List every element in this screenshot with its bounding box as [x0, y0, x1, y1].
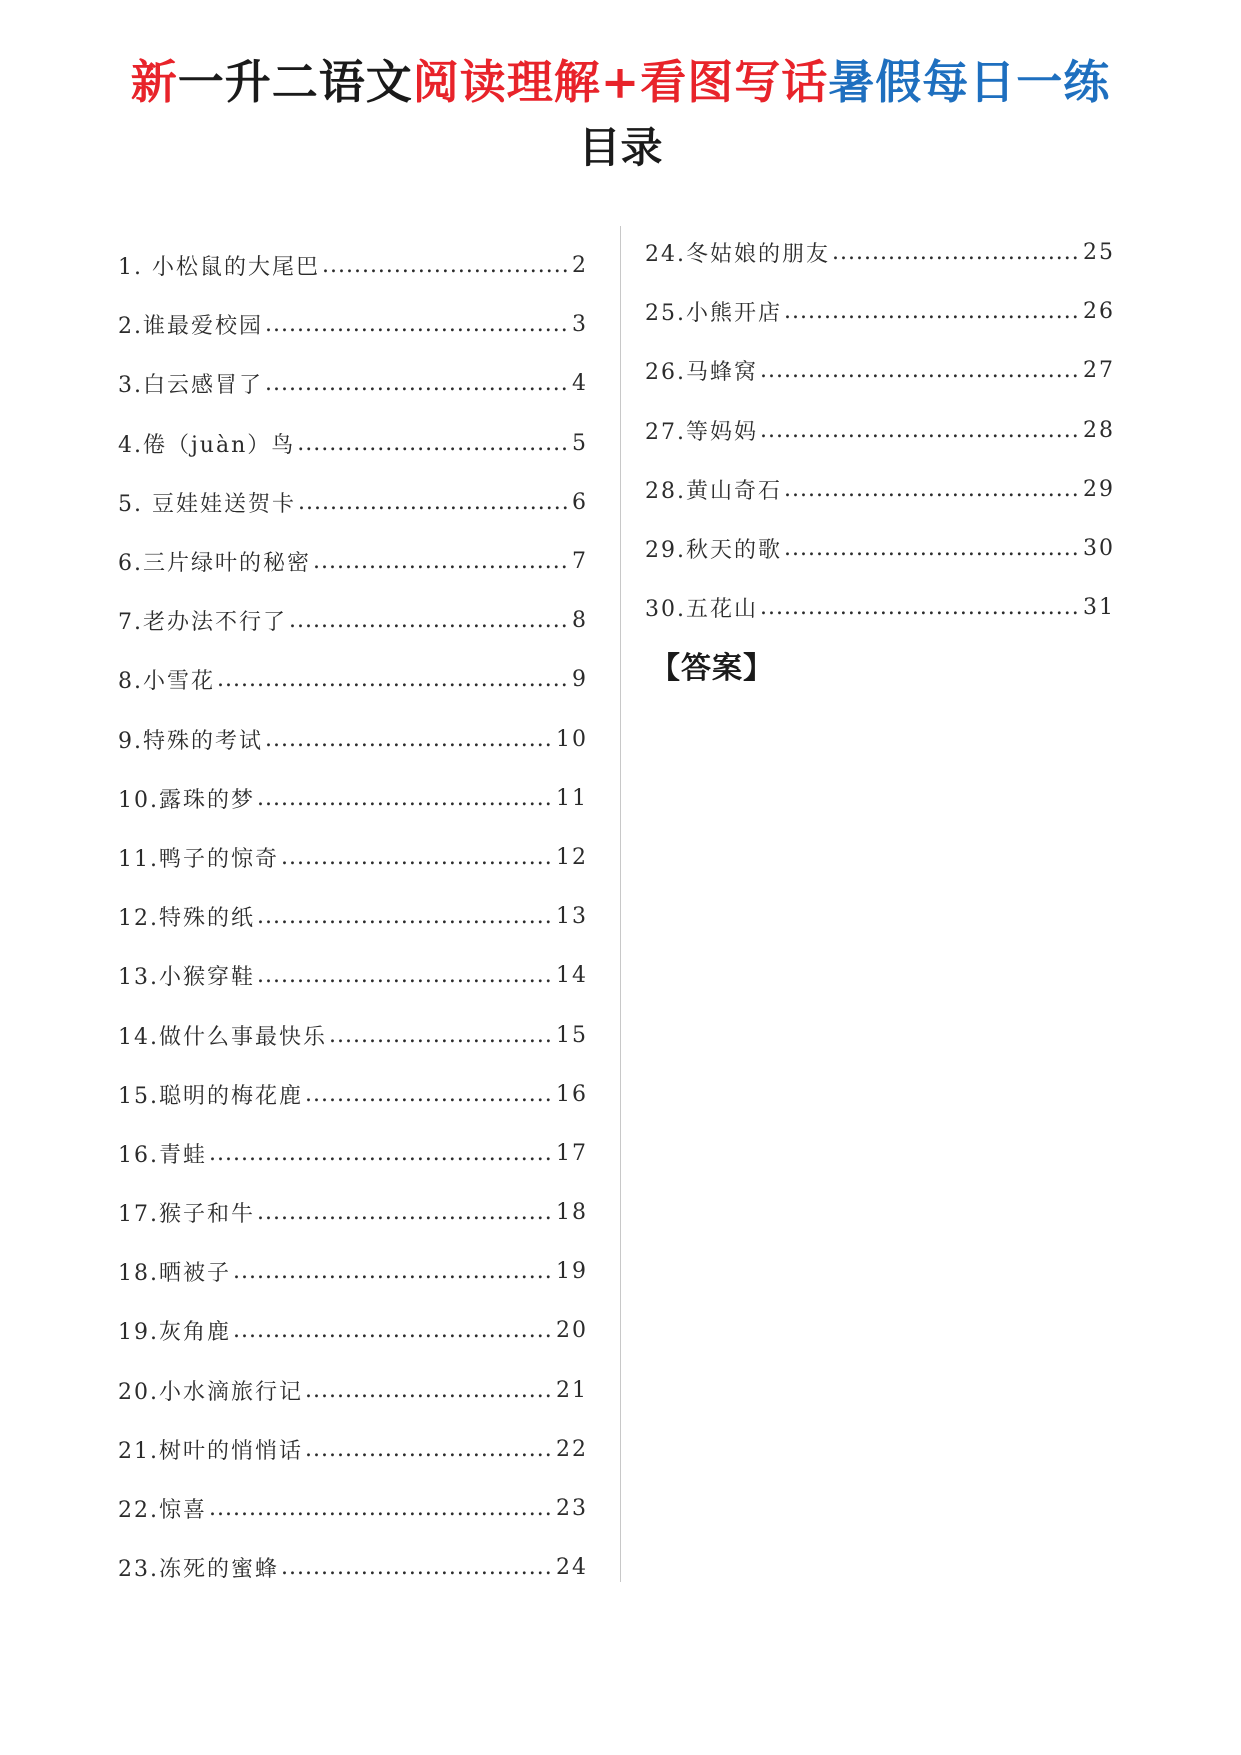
toc-item-page: 31 [1083, 595, 1115, 621]
toc-item-page: 7 [572, 549, 588, 575]
toc-item[interactable] [118, 473, 588, 532]
title-part-blue: 暑假每日一练 [828, 55, 1111, 109]
toc-item-page: 13 [556, 904, 588, 930]
toc-item[interactable] [118, 887, 588, 946]
toc-item-title: 11.鸭子的惊奇 [118, 846, 279, 872]
toc-item-page: 2 [572, 253, 588, 279]
toc-item-page: 15 [556, 1022, 588, 1048]
toc-item-title: 2.谁最爱校园 [118, 314, 263, 340]
toc-leader-dots [760, 358, 1081, 383]
toc-item-title: 13.小猴穿鞋 [118, 965, 255, 991]
toc-item-page: 17 [556, 1140, 588, 1166]
toc-leader-dots [784, 299, 1081, 324]
toc-item[interactable] [118, 1361, 588, 1420]
toc-leader-dots [281, 1555, 554, 1580]
toc-item-title: 8.小雪花 [118, 669, 215, 695]
toc-item-title: 1. 小松鼠的大尾巴 [118, 255, 320, 281]
toc-leader-dots [298, 490, 570, 515]
toc-item-title: 19.灰角鹿 [118, 1320, 231, 1346]
toc-leader-dots [305, 1082, 554, 1107]
toc-item-page: 30 [1083, 536, 1115, 562]
toc-item-title: 10.露珠的梦 [118, 787, 255, 813]
title-part-black: 一升二语文 [177, 55, 413, 109]
toc-leader-dots [257, 1200, 554, 1225]
toc-item-page: 12 [556, 844, 588, 870]
toc-item-page: 19 [556, 1259, 588, 1285]
toc-item-title: 12.特殊的纸 [118, 906, 255, 932]
toc-item[interactable] [118, 591, 588, 650]
toc-item-title: 29.秋天的歌 [645, 538, 782, 564]
toc-item-title: 24.冬姑娘的朋友 [645, 242, 830, 268]
toc-item-page: 8 [572, 608, 588, 634]
page-subtitle: 目录 [578, 123, 663, 172]
toc-leader-dots [297, 431, 570, 456]
toc-item-page: 10 [556, 726, 588, 752]
toc-item[interactable] [118, 532, 588, 591]
toc-item[interactable] [645, 519, 1115, 578]
toc-item-title: 5. 豆娃娃送贺卡 [118, 491, 296, 517]
toc-item-page: 27 [1083, 358, 1115, 384]
toc-item-page: 18 [556, 1200, 588, 1226]
toc-leader-dots [784, 477, 1081, 502]
title-part-red-2: 阅读理解+看图写话 [412, 55, 829, 109]
toc-leader-dots [265, 371, 570, 396]
toc-leader-dots [265, 312, 570, 337]
page-title [0, 52, 1241, 112]
title-part-red-1: 新 [130, 55, 178, 109]
toc-item-title: 7.老办法不行了 [118, 610, 287, 636]
toc-item[interactable] [645, 282, 1115, 341]
toc-leader-dots [322, 253, 570, 278]
toc-item[interactable] [118, 1538, 588, 1597]
toc-leader-dots [289, 608, 570, 633]
toc-item-page: 16 [556, 1081, 588, 1107]
toc-item-title: 6.三片绿叶的秘密 [118, 551, 311, 577]
toc-item-page: 25 [1083, 240, 1115, 266]
toc-item-title: 20.小水滴旅行记 [118, 1379, 303, 1405]
toc-item[interactable] [118, 295, 588, 354]
toc-leader-dots [281, 845, 554, 870]
toc-item-page: 14 [556, 963, 588, 989]
toc-item[interactable] [118, 650, 588, 709]
toc-leader-dots [784, 536, 1081, 561]
toc-leader-dots [233, 1318, 554, 1343]
toc-item[interactable] [118, 414, 588, 473]
toc-item-title: 21.树叶的悄悄话 [118, 1438, 303, 1464]
toc-leader-dots [209, 1496, 554, 1521]
toc-item-page: 5 [572, 430, 588, 456]
toc-item-title: 30.五花山 [645, 597, 758, 623]
toc-leader-dots [832, 240, 1081, 265]
toc-item[interactable] [645, 460, 1115, 519]
toc-item[interactable] [118, 1183, 588, 1242]
toc-item[interactable] [645, 341, 1115, 400]
toc-item-page: 24 [556, 1555, 588, 1581]
toc-item-title: 26.马蜂窝 [645, 360, 758, 386]
toc-item-page: 3 [572, 312, 588, 338]
toc-item-title: 22.惊喜 [118, 1498, 207, 1524]
toc-item[interactable] [118, 828, 588, 887]
toc-leader-dots [305, 1378, 554, 1403]
toc-item-title: 28.黄山奇石 [645, 478, 782, 504]
toc-item-title: 3.白云感冒了 [118, 373, 263, 399]
toc-leader-dots [305, 1437, 554, 1462]
toc-item-title: 23.冻死的蜜蜂 [118, 1557, 279, 1583]
toc-item-title: 9.特殊的考试 [118, 728, 263, 754]
toc-item-page: 9 [572, 667, 588, 693]
toc-item-title: 15.聪明的梅花鹿 [118, 1083, 303, 1109]
toc-item-title: 27.等妈妈 [645, 419, 758, 445]
toc-item-page: 11 [556, 785, 588, 811]
toc-leader-dots [760, 418, 1081, 443]
toc-leader-dots [217, 667, 570, 692]
toc-item[interactable] [118, 1005, 588, 1064]
toc-item-title: 16.青蛙 [118, 1142, 207, 1168]
toc-item[interactable] [118, 1124, 588, 1183]
toc-right-column [645, 223, 1115, 637]
toc-item[interactable] [118, 354, 588, 413]
toc-leader-dots [329, 1023, 554, 1048]
toc-item-title: 18.晒被子 [118, 1261, 231, 1287]
toc-item-title: 25.小熊开店 [645, 301, 782, 327]
toc-item[interactable] [118, 1065, 588, 1124]
toc-item-title: 4.倦（juàn）鸟 [118, 432, 296, 458]
toc-item-page: 4 [572, 371, 588, 397]
toc-leader-dots [257, 786, 554, 811]
toc-item[interactable] [118, 769, 588, 828]
toc-item[interactable] [118, 1479, 588, 1538]
toc-leader-dots [760, 595, 1081, 620]
toc-leader-dots [313, 549, 570, 574]
column-divider [620, 226, 621, 1582]
toc-item-page: 28 [1083, 417, 1115, 443]
toc-leader-dots [257, 963, 554, 988]
toc-item-title: 17.猴子和牛 [118, 1202, 255, 1228]
toc-leader-dots [257, 904, 554, 929]
toc-leader-dots [265, 727, 554, 752]
toc-item-page: 26 [1083, 299, 1115, 325]
toc-item-page: 20 [556, 1318, 588, 1344]
toc-item[interactable] [645, 223, 1115, 282]
toc-leader-dots [233, 1259, 554, 1284]
toc-item-title: 14.做什么事最快乐 [118, 1024, 327, 1050]
toc-left-column [118, 236, 588, 1597]
toc-item-page: 6 [572, 489, 588, 515]
toc-item[interactable] [118, 236, 588, 295]
toc-item-page: 29 [1083, 476, 1115, 502]
toc-item[interactable] [645, 401, 1115, 460]
toc-item[interactable] [118, 1301, 588, 1360]
toc-item[interactable] [118, 710, 588, 769]
toc-item[interactable] [118, 1420, 588, 1479]
toc-item-page: 21 [556, 1377, 588, 1403]
toc-item[interactable] [118, 1242, 588, 1301]
toc-item[interactable] [118, 946, 588, 1005]
toc-leader-dots [209, 1141, 554, 1166]
toc-item-page: 22 [556, 1436, 588, 1462]
toc-item-page: 23 [556, 1496, 588, 1522]
answer-section-label[interactable]: 【答案】 [650, 651, 774, 686]
toc-item[interactable] [645, 578, 1115, 637]
